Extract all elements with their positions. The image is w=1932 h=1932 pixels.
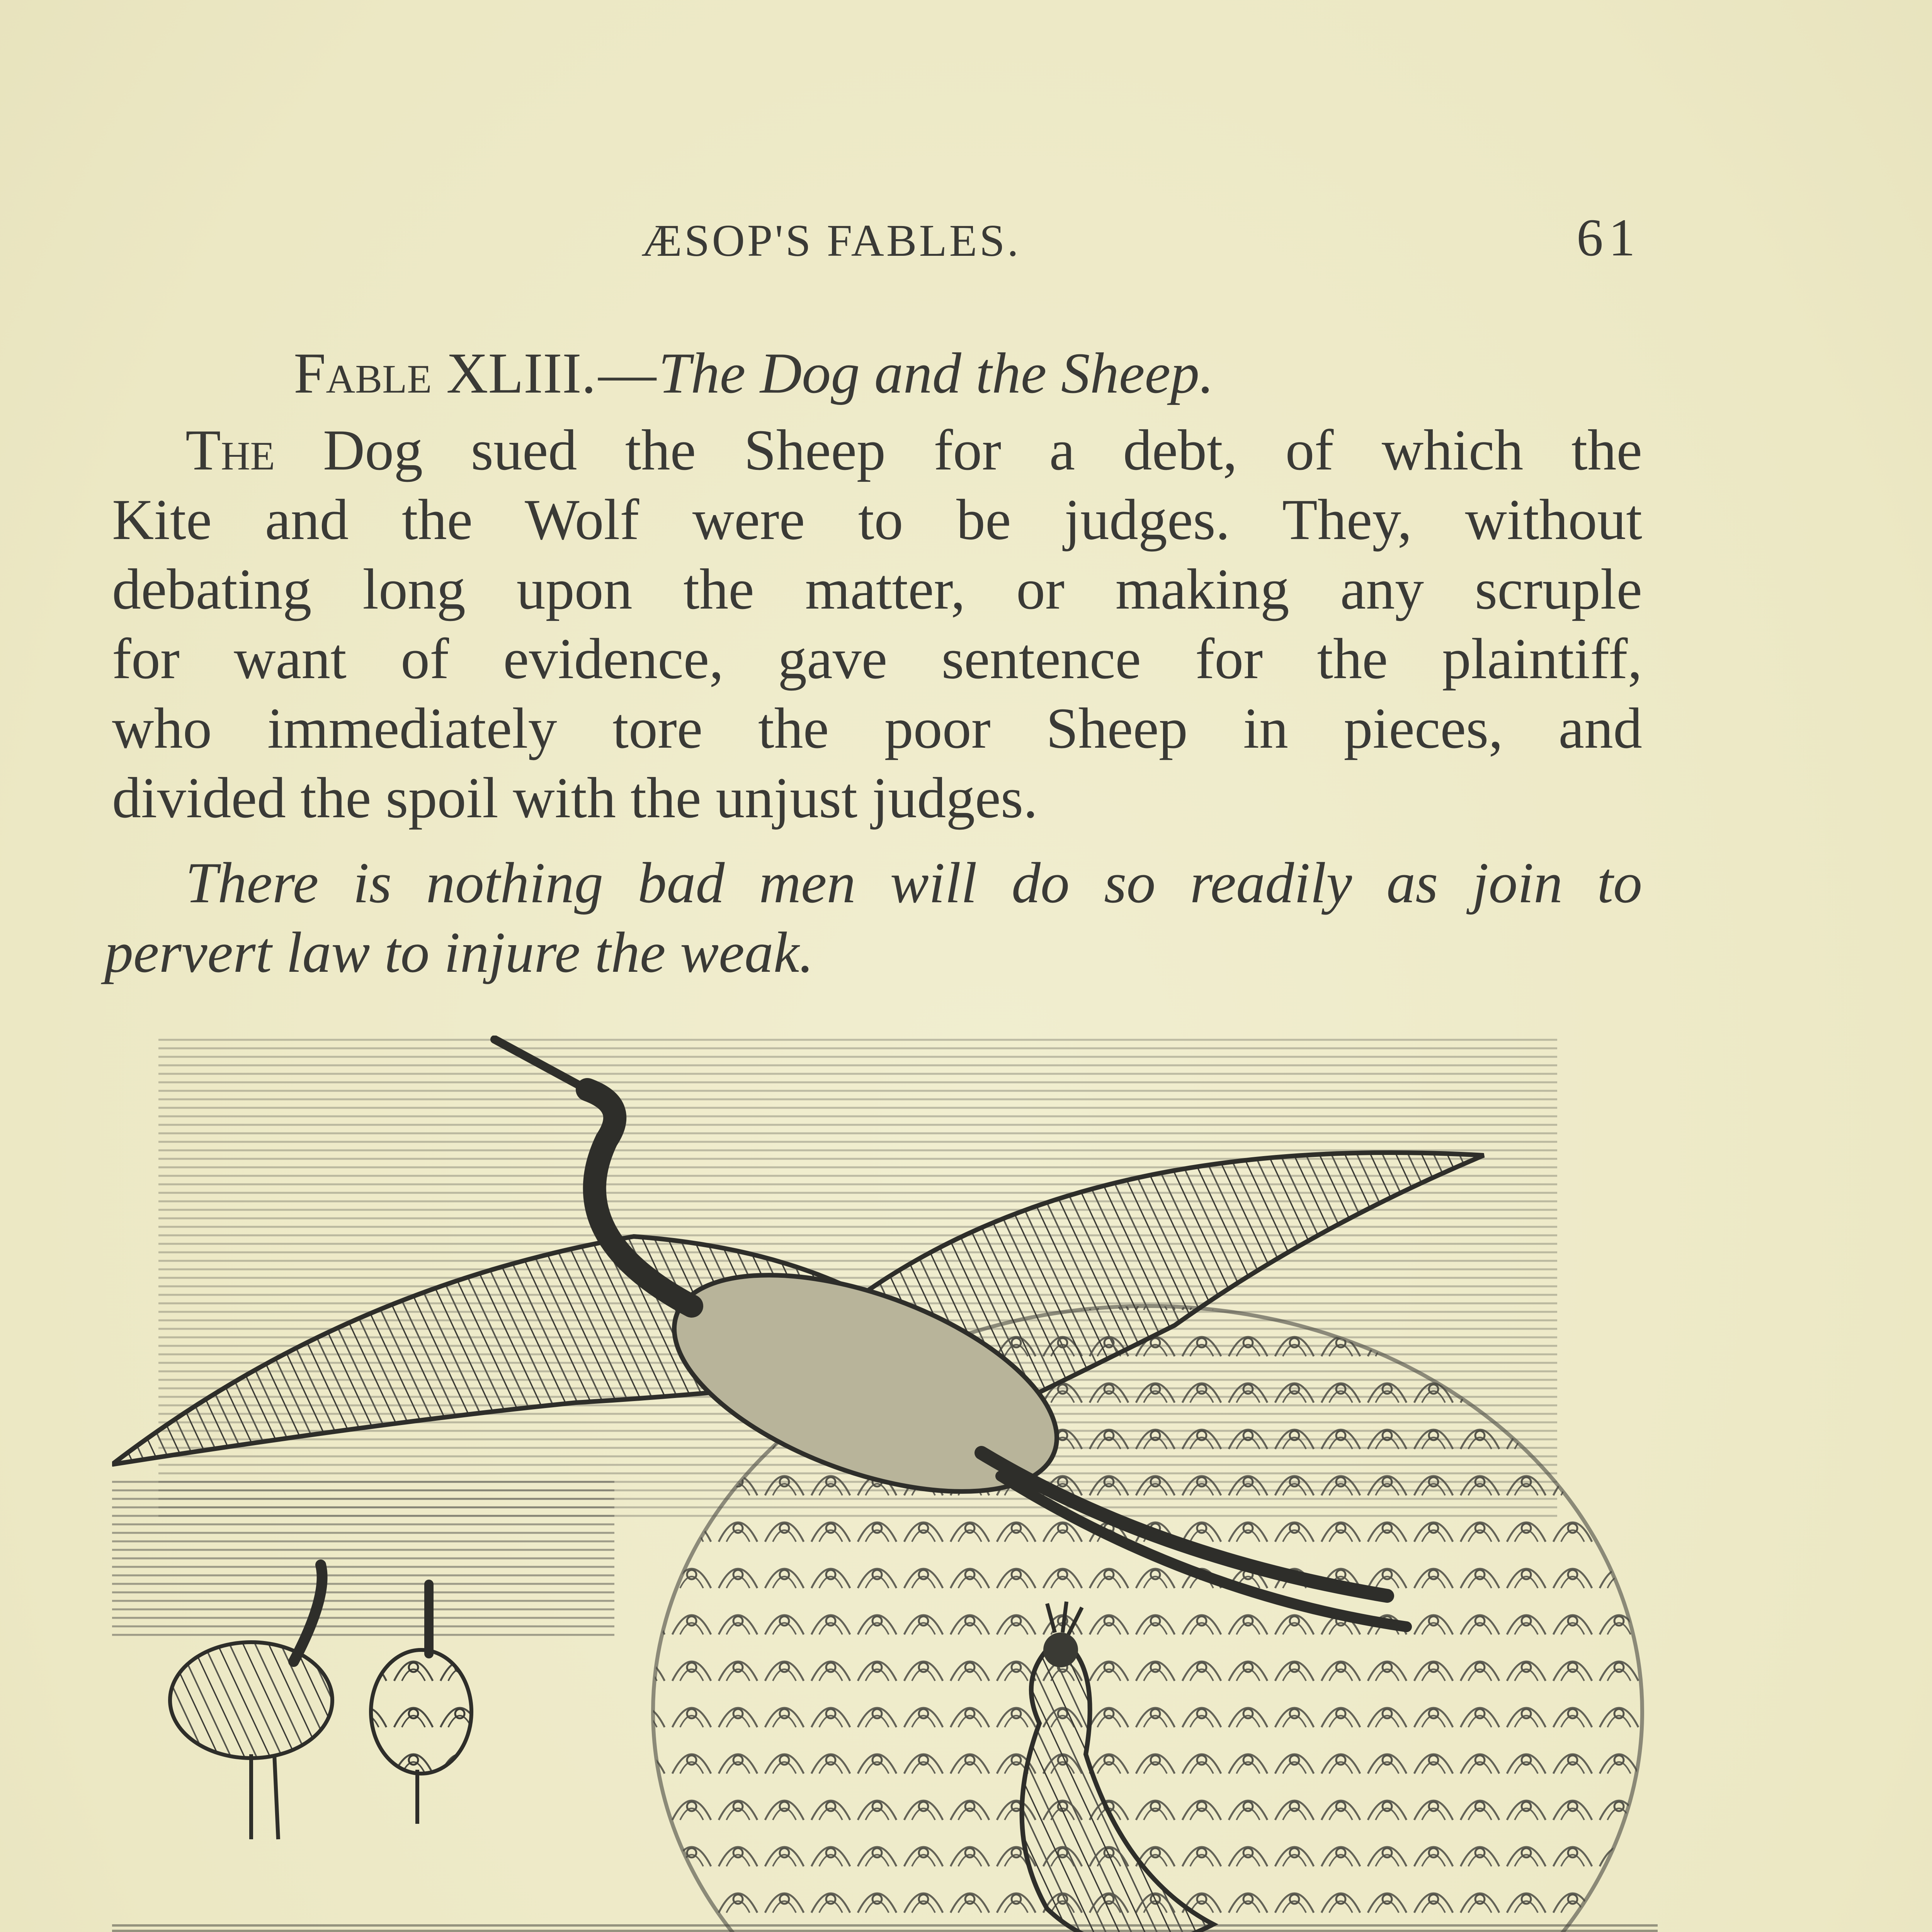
fable-43-separator: — [598,341,656,405]
fable-43-line-1-opening-word: The [185,418,275,482]
peahen-2 [371,1650,471,1774]
peacock-head [1043,1633,1078,1667]
fable-43-line-2: Kite and the Wolf were to be judges. They, without [112,488,1642,552]
fable-43-line-1: The Dog sued the Sheep for a debt, of which the [185,418,1642,482]
fable-43-line-4: for want of evidence, gave sentence for the plaintiff, [112,627,1642,691]
ground-hatching [112,1924,1658,1932]
fable-43-line-6: divided the spoil with the unjust judges. [112,766,1038,830]
engraving-drawing [112,1036,1658,1932]
running-head-title: ÆSOP'S FABLES. [641,215,1021,266]
fable-43-moral-line-2: pervert law to injure the weak. [104,920,814,985]
fable-43-line-5: who immediately tore the poor Sheep in pieces, and [112,696,1642,760]
fable-43-title: The Dog and the Sheep. [658,341,1214,405]
fable-43-heading [294,340,1214,406]
horizon-hatching [112,1480,614,1642]
fable-43-line-3: debating long upon the matter, or making any scruple [112,557,1642,621]
peacock-and-crane-engraving [112,1036,1658,1932]
page-number: 61 [1577,208,1641,267]
fable-43-number: Fable XLIII. [294,341,596,405]
peahen-1 [170,1642,332,1758]
fable-43-moral-line-1: There is nothing bad men will do so readily as join to [185,851,1642,915]
